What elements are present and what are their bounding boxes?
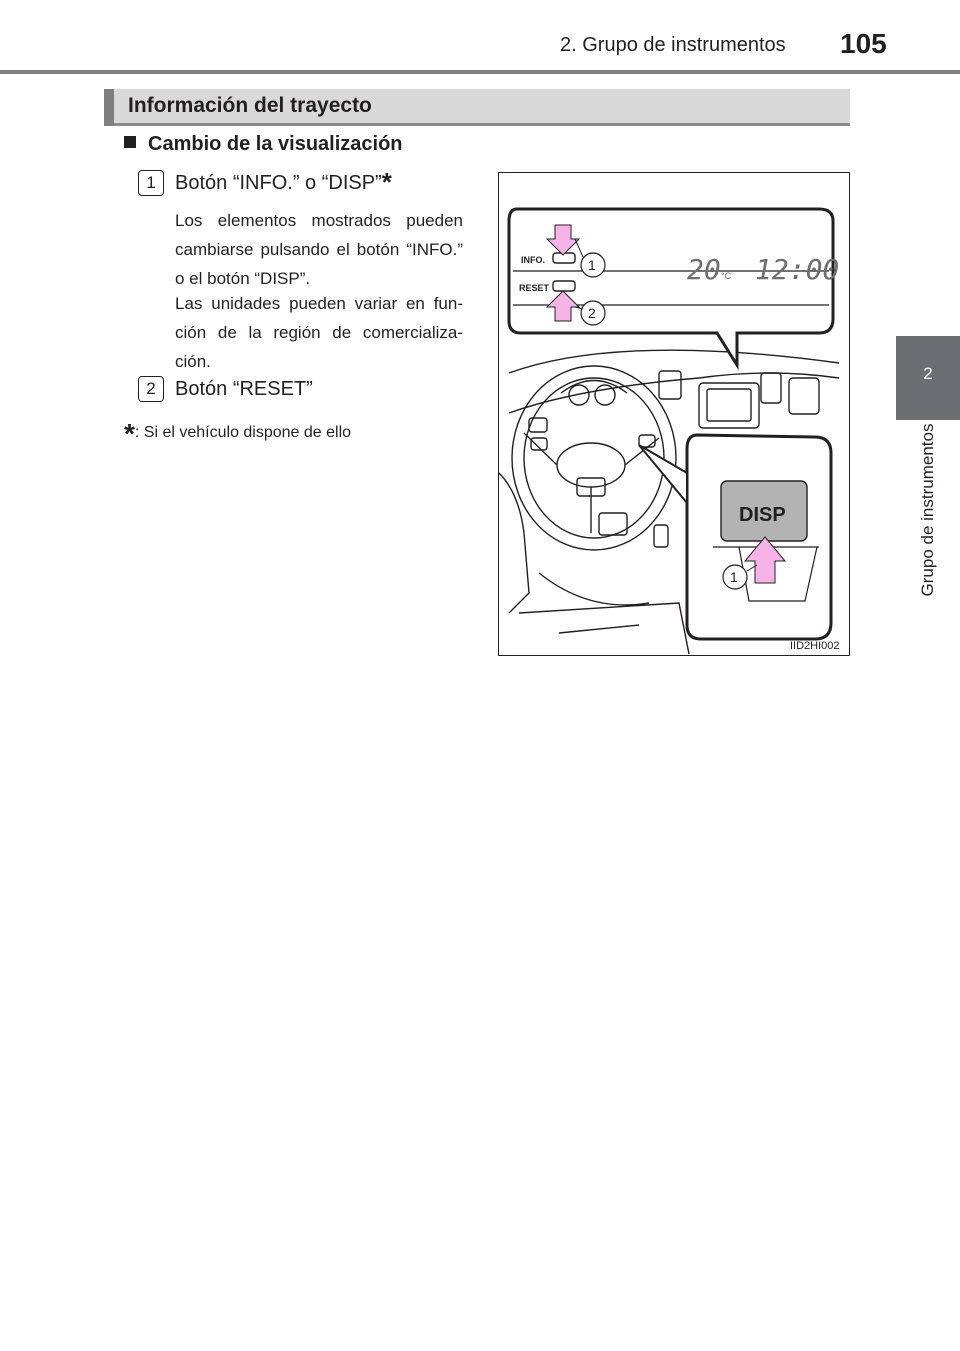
section-title-bar — [104, 89, 850, 126]
page-number: 105 — [840, 28, 887, 59]
paragraph: Las unidades pueden variar en fun-ción de la región de comercializa-ción. — [175, 294, 463, 371]
footnote-asterisk: * — [124, 418, 135, 449]
figure-id: IID2HI002 — [790, 640, 840, 652]
info-label: INFO. — [521, 255, 545, 265]
footnote — [124, 418, 351, 450]
item-title — [175, 167, 392, 197]
subheading — [124, 133, 403, 156]
item-number-badge: 1 — [138, 170, 164, 196]
callout-number: 1 — [588, 257, 596, 273]
item-title-text: Botón “INFO.” o “DISP” — [175, 172, 382, 194]
footnote-text: : Si el vehículo dispone de ello — [134, 424, 352, 441]
item-number-badge: 2 — [138, 376, 164, 402]
dashboard-illustration — [498, 172, 850, 656]
running-header-title: 2. Grupo de instrumentos — [560, 34, 786, 56]
chapter-tab-number: 2 — [923, 364, 933, 383]
item-title: Botón “RESET” — [175, 378, 313, 400]
disp-label: DISP — [739, 504, 786, 526]
section-bar-accent — [104, 89, 114, 126]
section-title: Información del trayecto — [128, 94, 372, 117]
chapter-tab — [896, 336, 960, 420]
callout-number: 1 — [730, 569, 738, 585]
display-temperature-unit: °C — [721, 271, 732, 281]
display-time: 12:00 — [755, 253, 840, 286]
paragraph: Los elementos mostrados pueden cambiarse pulsando el botón “INFO.” o el botón “DISP”. — [175, 211, 463, 288]
reset-button-shape — [553, 281, 575, 291]
square-bullet-icon — [124, 136, 136, 148]
callout-pointer — [639, 445, 687, 503]
header-rule — [0, 70, 960, 74]
display-temperature: 20 — [687, 253, 721, 286]
subheading-text: Cambio de la visualización — [148, 133, 403, 155]
asterisk-mark: * — [381, 167, 392, 197]
reset-label: RESET — [519, 283, 550, 293]
dashboard-drawing — [499, 173, 848, 654]
chapter-tab-label: Grupo de instrumentos — [918, 423, 937, 597]
callout-number: 2 — [588, 305, 596, 321]
